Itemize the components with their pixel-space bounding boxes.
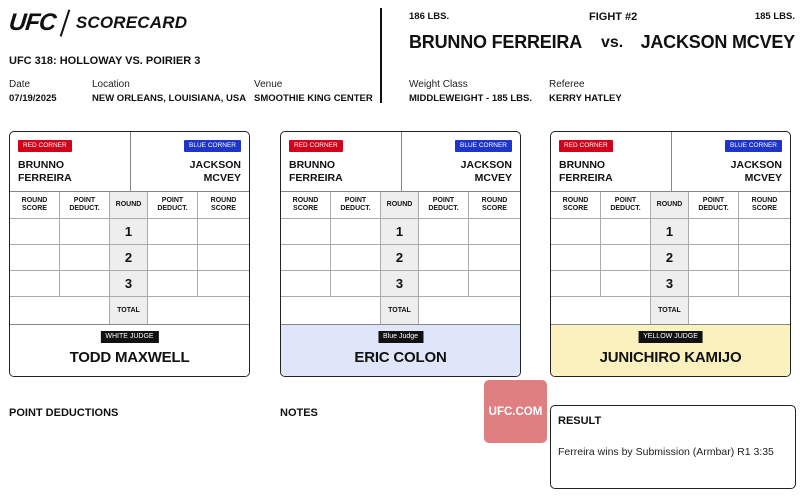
- round-row: [281, 245, 520, 271]
- referee-label: Referee: [549, 79, 585, 90]
- round-row: [10, 219, 249, 245]
- location-value: NEW ORLEANS, LOUISIANA, USA: [92, 93, 247, 104]
- round-number: 2: [110, 245, 148, 270]
- red-score-cell[interactable]: [551, 271, 601, 296]
- red-deduct-cell[interactable]: [601, 271, 651, 296]
- location-label: Location: [92, 79, 130, 90]
- red-round-score-header: ROUND SCORE: [551, 192, 601, 218]
- blue-round-score-header: ROUND SCORE: [210, 197, 237, 212]
- red-corner-badge: RED CORNER: [18, 140, 72, 152]
- red-point-deduct-header: POINT DEDUCT.: [601, 192, 651, 218]
- header-divider: [380, 8, 382, 103]
- round-header: ROUND: [381, 192, 419, 218]
- round-number: 3: [651, 271, 689, 296]
- total-label: TOTAL: [651, 297, 689, 324]
- judge-name: JUNICHIRO KAMIJO: [599, 349, 742, 366]
- blue-score-cell[interactable]: [469, 271, 520, 296]
- blue-deduct-cell[interactable]: [419, 245, 469, 270]
- score-grid-header: [281, 192, 520, 219]
- red-point-deduct-header: POINT DEDUCT.: [331, 192, 381, 218]
- round-header: ROUND: [110, 192, 148, 218]
- blue-corner-badge: BLUE CORNER: [725, 140, 782, 152]
- blue-fighter-name: JACKSON MCVEY: [640, 32, 795, 52]
- date-label: Date: [9, 79, 31, 90]
- ufc-com-watermark: UFC.COM: [484, 380, 547, 443]
- judge-scorecard: [280, 131, 521, 377]
- red-deduct-cell[interactable]: [60, 271, 110, 296]
- card-blue-fighter: JACKSON MCVEY: [460, 159, 512, 184]
- round-row: [10, 245, 249, 271]
- blue-fighter-weight: 185 LBS.: [754, 11, 795, 22]
- red-round-score-header: ROUND SCORE: [10, 192, 60, 218]
- red-round-score-header: ROUND SCORE: [281, 192, 331, 218]
- round-row: [551, 219, 790, 245]
- blue-score-cell[interactable]: [198, 271, 249, 296]
- weight-class-value: MIDDLEWEIGHT - 185 LBS.: [409, 93, 532, 104]
- red-score-cell[interactable]: [281, 271, 331, 296]
- red-deduct-cell[interactable]: [60, 245, 110, 270]
- judge-scorecard: [550, 131, 791, 377]
- blue-total-cell[interactable]: [148, 297, 249, 324]
- round-number: 2: [381, 245, 419, 270]
- blue-deduct-cell[interactable]: [148, 219, 198, 244]
- blue-deduct-cell[interactable]: [419, 219, 469, 244]
- blue-point-deduct-header: POINT DEDUCT.: [689, 192, 739, 218]
- card-red-fighter: BRUNNO FERREIRA: [18, 159, 72, 184]
- blue-score-cell[interactable]: [198, 245, 249, 270]
- logo-divider: [60, 9, 70, 36]
- judge-area: [281, 324, 520, 377]
- total-label: TOTAL: [110, 297, 148, 324]
- event-title: UFC 318: HOLLOWAY VS. POIRIER 3: [9, 55, 201, 67]
- blue-score-cell[interactable]: [739, 271, 790, 296]
- ufc-logo-area: [9, 8, 187, 38]
- round-number: 3: [110, 271, 148, 296]
- card-red-fighter: BRUNNO FERREIRA: [559, 159, 613, 184]
- red-total-cell[interactable]: [551, 297, 651, 324]
- blue-corner-badge: BLUE CORNER: [455, 140, 512, 152]
- round-row: [551, 245, 790, 271]
- judge-badge: YELLOW JUDGE: [638, 331, 703, 343]
- judge-badge: Blue Judge: [378, 331, 423, 343]
- result-box: [550, 405, 796, 489]
- vs-label: vs.: [601, 34, 624, 51]
- red-score-cell[interactable]: [10, 219, 60, 244]
- red-corner-badge: RED CORNER: [289, 140, 343, 152]
- blue-score-cell[interactable]: [469, 245, 520, 270]
- red-score-cell[interactable]: [10, 271, 60, 296]
- blue-point-deduct-header: POINT DEDUCT.: [419, 192, 469, 218]
- red-fighter-name: BRUNNO FERREIRA: [409, 32, 583, 52]
- total-row: [10, 297, 249, 324]
- card-fighters-header: [281, 132, 520, 192]
- result-title: RESULT: [558, 415, 602, 427]
- blue-deduct-cell[interactable]: [689, 219, 739, 244]
- round-row: [281, 219, 520, 245]
- ufc-logo: UFC: [7, 9, 57, 36]
- card-blue-fighter: JACKSON MCVEY: [730, 159, 782, 184]
- red-deduct-cell[interactable]: [601, 245, 651, 270]
- judge-area: [551, 324, 790, 377]
- venue-label: Venue: [254, 79, 283, 90]
- round-number: 2: [651, 245, 689, 270]
- red-fighter-weight: 186 LBS.: [409, 11, 450, 22]
- judge-scorecard: [9, 131, 250, 377]
- red-deduct-cell[interactable]: [331, 245, 381, 270]
- judge-badge: WHITE JUDGE: [100, 331, 158, 343]
- round-number: 1: [381, 219, 419, 244]
- red-deduct-cell[interactable]: [331, 219, 381, 244]
- card-fighters-header: [551, 132, 790, 192]
- blue-deduct-cell[interactable]: [689, 271, 739, 296]
- red-total-cell[interactable]: [10, 297, 110, 324]
- red-deduct-cell[interactable]: [331, 271, 381, 296]
- red-score-cell[interactable]: [10, 245, 60, 270]
- referee-value: KERRY HATLEY: [549, 93, 622, 104]
- red-deduct-cell[interactable]: [601, 219, 651, 244]
- red-score-cell[interactable]: [551, 245, 601, 270]
- round-number: 1: [651, 219, 689, 244]
- round-row: [551, 271, 790, 297]
- blue-score-cell[interactable]: [469, 219, 520, 244]
- score-grid-header: [551, 192, 790, 219]
- red-total-cell[interactable]: [281, 297, 381, 324]
- red-point-deduct-header: POINT DEDUCT.: [60, 192, 110, 218]
- fight-number: FIGHT #2: [589, 11, 638, 23]
- blue-total-cell[interactable]: [419, 297, 520, 324]
- blue-score-cell[interactable]: [739, 245, 790, 270]
- card-blue-fighter: JACKSON MCVEY: [189, 159, 241, 184]
- blue-deduct-cell[interactable]: [689, 245, 739, 270]
- point-deductions-label: POINT DEDUCTIONS: [9, 407, 119, 419]
- judge-area: [10, 324, 249, 377]
- score-grid-header: [10, 192, 249, 219]
- scorecard-title: SCORECARD: [75, 13, 188, 32]
- round-row: [281, 271, 520, 297]
- blue-score-cell[interactable]: [198, 219, 249, 244]
- round-row: [10, 271, 249, 297]
- blue-deduct-cell[interactable]: [148, 271, 198, 296]
- blue-round-score-header: ROUND SCORE: [481, 197, 508, 212]
- date-value: 07/19/2025: [9, 93, 57, 104]
- blue-score-cell[interactable]: [739, 219, 790, 244]
- blue-deduct-cell[interactable]: [148, 245, 198, 270]
- round-header: ROUND: [651, 192, 689, 218]
- red-score-cell[interactable]: [551, 219, 601, 244]
- blue-round-score-header: ROUND SCORE: [751, 197, 778, 212]
- result-text: Ferreira wins by Submission (Armbar) R1 3:35: [558, 446, 774, 458]
- total-row: [281, 297, 520, 324]
- red-corner-badge: RED CORNER: [559, 140, 613, 152]
- total-label: TOTAL: [381, 297, 419, 324]
- total-row: [551, 297, 790, 324]
- red-score-cell[interactable]: [281, 219, 331, 244]
- judge-name: ERIC COLON: [354, 349, 447, 366]
- notes-label: NOTES: [280, 407, 318, 419]
- weight-class-label: Weight Class: [409, 79, 468, 90]
- judge-name: TODD MAXWELL: [69, 349, 190, 366]
- blue-corner-badge: BLUE CORNER: [184, 140, 241, 152]
- blue-deduct-cell[interactable]: [419, 271, 469, 296]
- blue-point-deduct-header: POINT DEDUCT.: [148, 192, 198, 218]
- card-fighters-header: [10, 132, 249, 192]
- round-number: 1: [110, 219, 148, 244]
- red-deduct-cell[interactable]: [60, 219, 110, 244]
- red-score-cell[interactable]: [281, 245, 331, 270]
- venue-value: SMOOTHIE KING CENTER: [254, 93, 373, 104]
- card-red-fighter: BRUNNO FERREIRA: [289, 159, 343, 184]
- round-number: 3: [381, 271, 419, 296]
- blue-total-cell[interactable]: [689, 297, 790, 324]
